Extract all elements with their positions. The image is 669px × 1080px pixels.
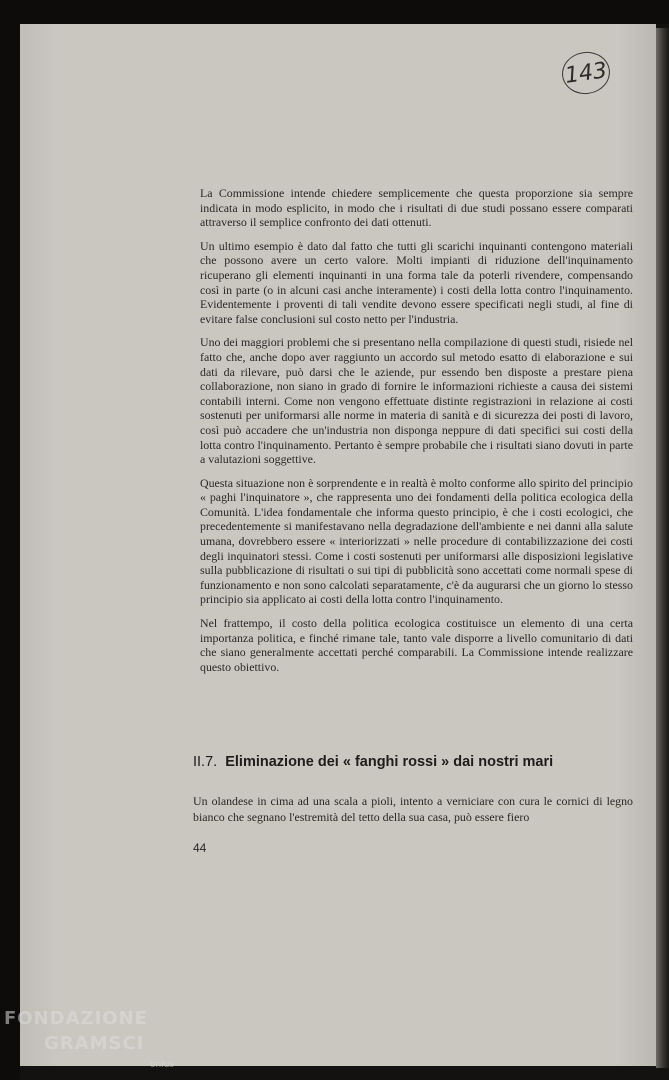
section-heading: [193, 754, 633, 770]
paragraph: Un ultimo esempio è dato dal fatto che tutti gli scarichi inquinanti contengono materiali che possono avere un certo valore. Molti impianti di riduzione dell'inquinamento ricuperano gli elementi inquinanti in una forma tale da poterli rivendere, compensando così in parte (o in alcuni casi anche interamente) i costi della lotta contro l'inquinamento. Evidentemente i proventi di tali vendite devono essere specificati negli studi, al fine di evitare false conclusioni sul costo netto per l'industria.: [200, 238, 633, 326]
watermark-line-1: FONDAZIONE: [4, 1008, 148, 1029]
scan-top-border: [0, 0, 669, 24]
watermark-line-3: onlus: [150, 1060, 175, 1070]
paragraph: Nel frattempo, il costo della politica ecologica costituisce un elemento di una certa importanza politica, e finché rimane tale, tanto vale disporre a livello comunitario di dati che siano generalmente accettati perché comparabili. La Commissione intende realizzare questo obiettivo.: [200, 616, 633, 674]
section-number: II.7.: [193, 754, 218, 770]
page-binding-edge: [656, 28, 669, 1068]
page-number: 44: [193, 841, 207, 855]
section-paragraph: Un olandese in cima ad una scala a pioli, intento a verniciare con cura le cornici di legno bianco che segnano l'estremità del tetto della sua casa, può essere fiero: [193, 794, 633, 824]
paragraph: La Commissione intende chiedere semplicemente che questa proporzione sia sempre indicata in modo esplicito, in modo che i risultati di due studi possano essere comparati attraverso il semplice confronto dei dati ottenuti.: [200, 186, 633, 230]
scan-left-border: [0, 24, 20, 1080]
paragraph: Questa situazione non è sorprendente e in realtà è molto conforme allo spirito del principio « paghi l'inquinatore », che rappresenta uno dei fondamenti della politica ecologica della Comunità. L'idea fondamentale che informa questo principio, è che i costi ecologici, che precedentemente si manifestavano nella degradazione dell'ambiente e nei danni alla salute umana, dovrebbero essere « interiorizzati » nelle procedure di contabilizzazione dei costi degli inquinatori stessi. Come i costi sostenuti per uniformarsi alle disposizioni legislative sulla pubblicazione di risultati o sui tipi di pubblicità sono accettati come normali spese di funzionamento e non sono calcolati separatamente, c'è da augurarsi che un giorno lo stesso principio sia applicato ai costi della lotta contro l'inquinamento.: [200, 475, 633, 607]
archive-watermark: [4, 1008, 175, 1070]
section-title: Eliminazione dei « fanghi rossi » dai nostri mari: [225, 754, 554, 770]
watermark-line-2: GRAMSCI: [44, 1033, 145, 1054]
paragraph: Uno dei maggiori problemi che si presentano nella compilazione di questi studi, risiede nel fatto che, anche dopo aver raggiunto un accordo sul metodo esatto di elaborazione e sui dati da rilevare, può darsi che le aziende, pur essendo ben disposte a prestare piena collaborazione, non siano in grado di fornire le informazioni richieste a causa dei sistemi contabili interni. Come non vengono effettuate distinte registrazioni in relazione ai costi sostenuti per uniformarsi alle norme in materia di sanità e di sicurezza dei posti di lavoro, così può accadere che un'industria non disponga neppure di dati specifici sui costi della lotta contro l'inquinamento. Pertanto è sempre probabile che i risultati siano dovuti in parte a valutazioni soggettive.: [200, 335, 633, 467]
archive-page-stamp: 143: [559, 49, 612, 97]
body-text: [200, 186, 633, 683]
